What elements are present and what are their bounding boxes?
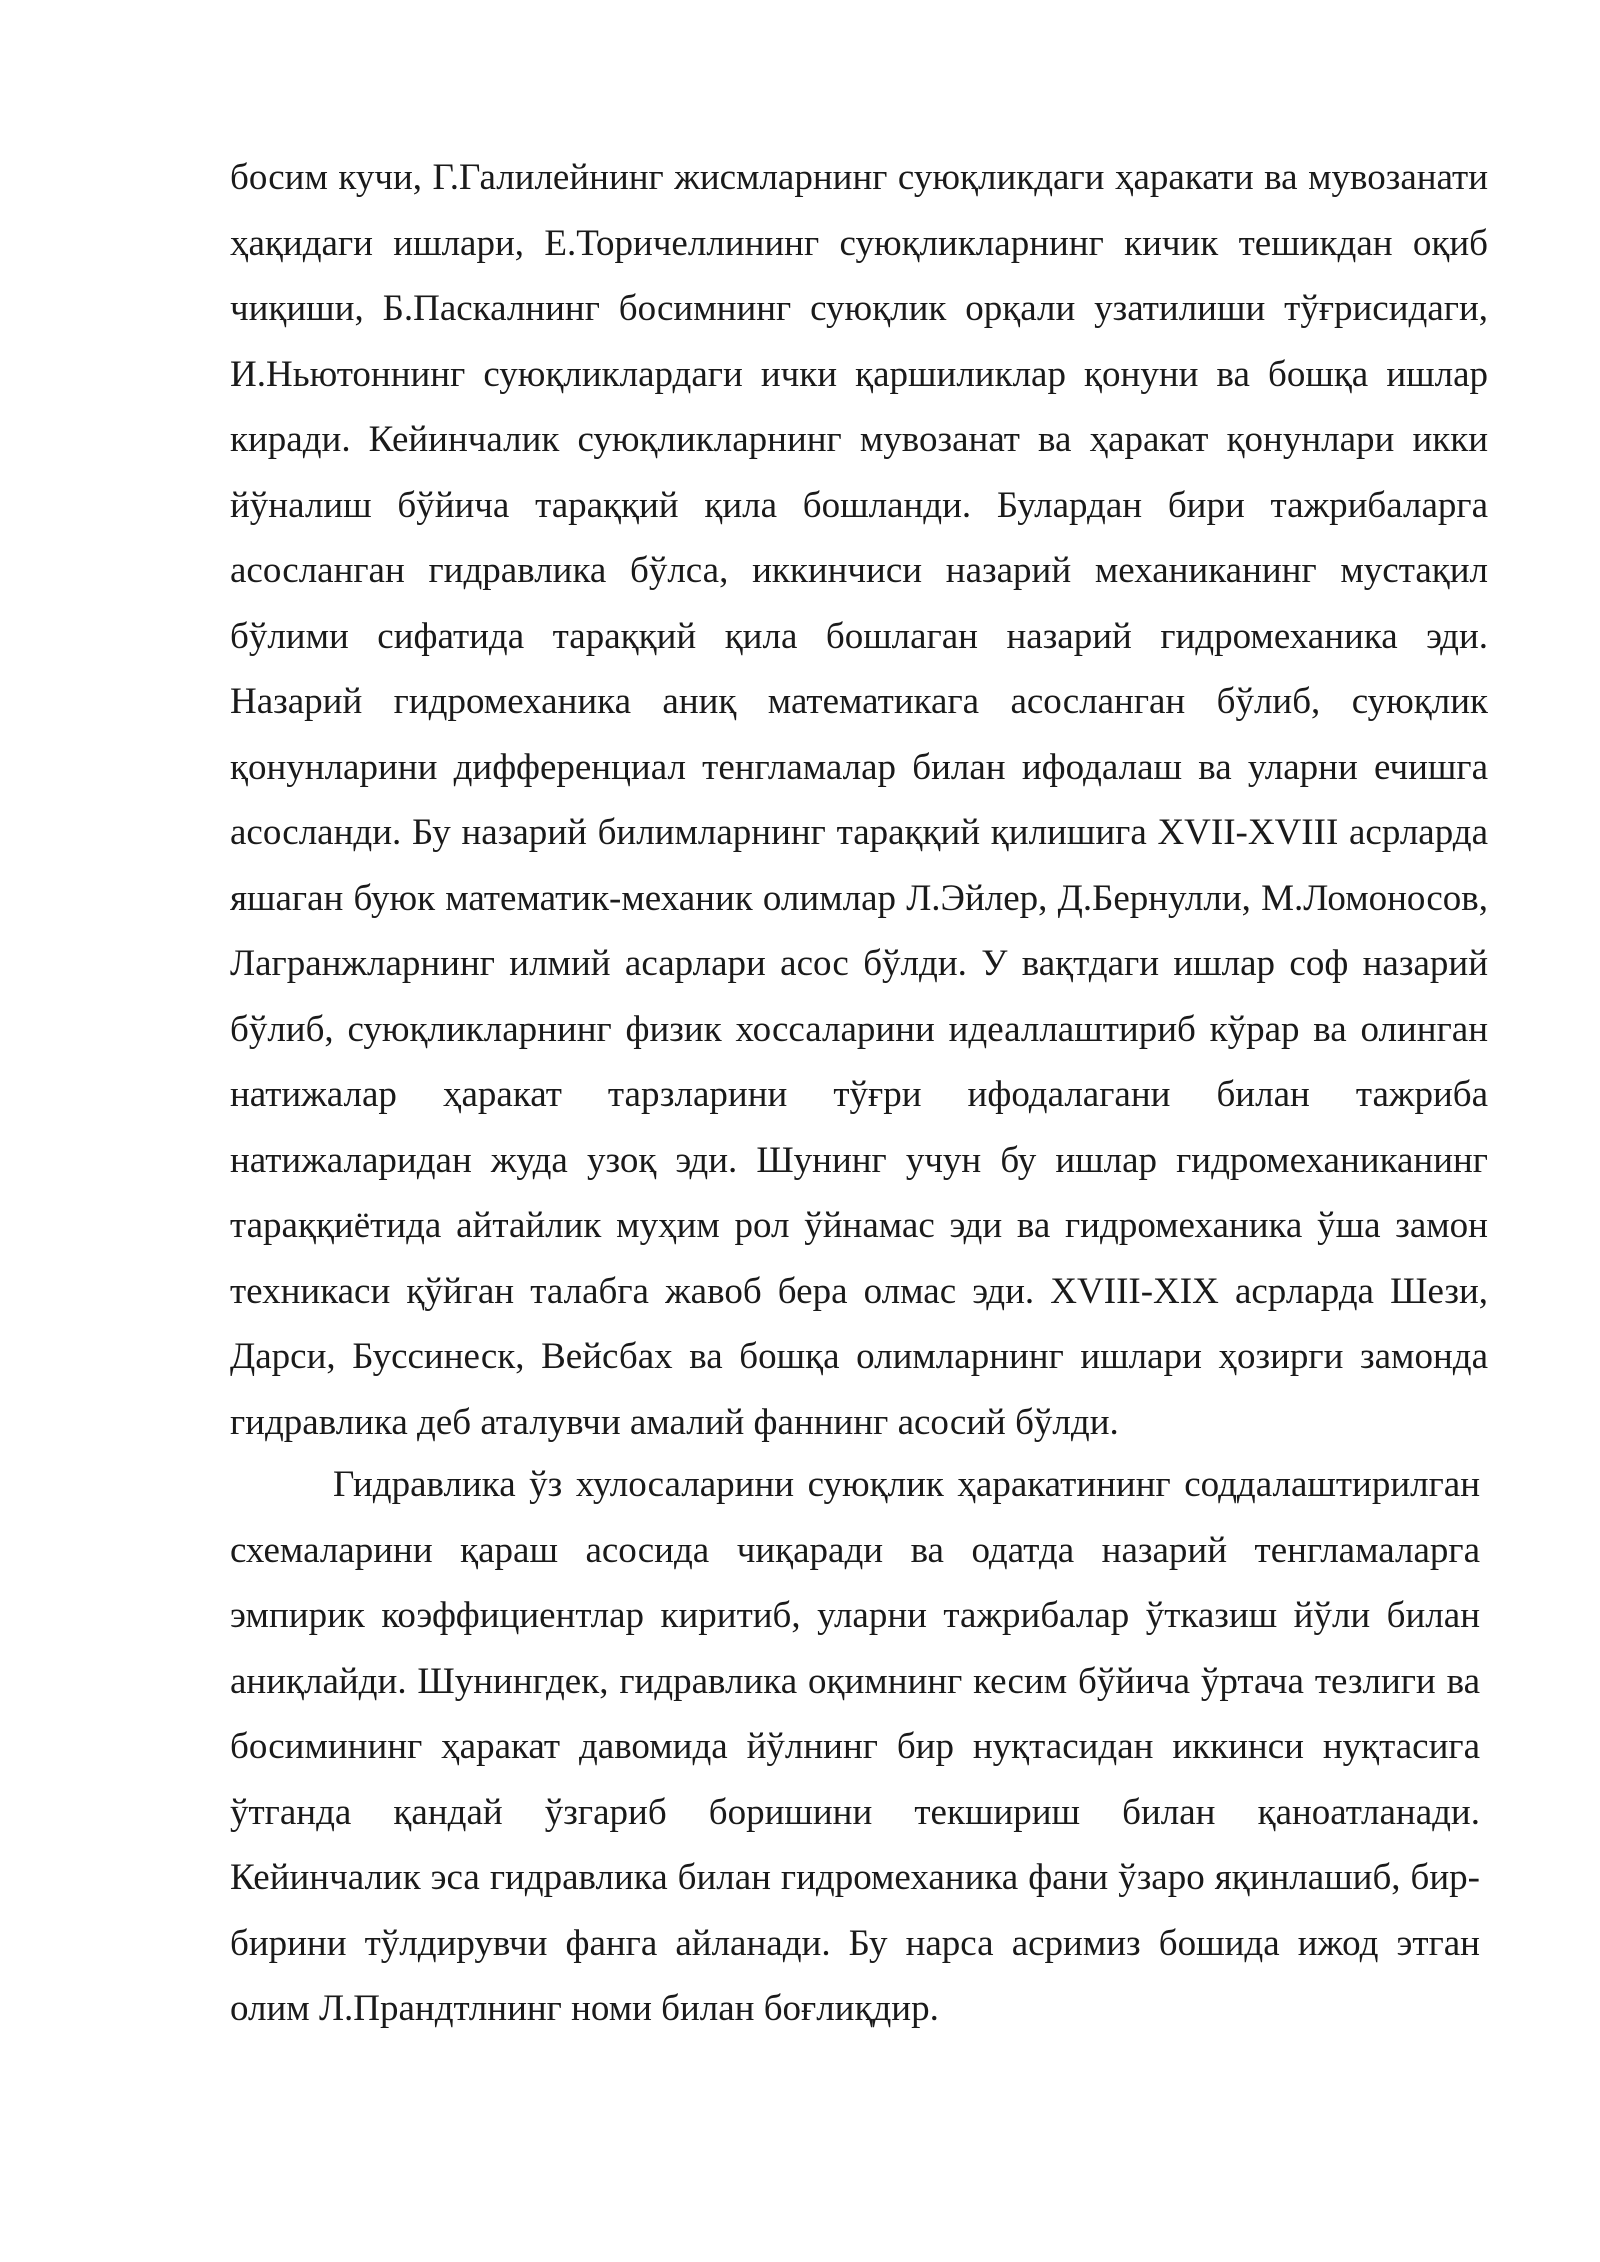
text-block-2 xyxy=(230,1452,1480,2042)
text-block-1 xyxy=(230,145,1488,1455)
paragraph-1: босим кучи, Г.Галилейнинг жисмларнинг суюқликдаги ҳаракати ва мувозанати ҳақидаги ишлари, Е.Торичеллининг суюқликларнинг кичик тешикдан оқиб чиқиши, Б.Паскалнинг босимнинг суюқлик орқали узатилиши тўғрисидаги, И.Ньютоннинг суюқликлардаги ички қаршиликлар қонуни ва бошқа ишлар киради. Кейинчалик суюқликларнинг мувозанат ва ҳаракат қонунлари икки йўналиш бўйича тараққий қила бошланди. Булардан бири тажрибаларга асосланган гидравлика бўлса, иккинчиси назарий механиканинг мустақил бўлими сифатида тараққий қила бошлаган назарий гидромеханика эди. Назарий гидромеханика аниқ математикага асосланган бўлиб, суюқлик қонунларини дифференциал тенгламалар билан ифодалаш ва уларни ечишга асосланди. Бу назарий билимларнинг тараққий қилишига XVII-XVIII асрларда яшаган буюк математик-механик олимлар Л.Эйлер, Д.Бернулли, М.Ломоносов, Лагранжларнинг илмий асарлари асос бўлди. У вақтдаги ишлар соф назарий бўлиб, суюқликларнинг физик хоссаларини идеаллаштириб кўрар ва олинган натижалар ҳаракат тарзларини тўғри ифодалагани билан тажриба натижаларидан жуда узоқ эди. Шунинг учун бу ишлар гидромеханиканинг тараққиётида айтайлик муҳим рол ўйнамас эди ва гидромеханика ўша замон техникаси қўйган талабга жавоб бера олмас эди. XVIII-XIX асрларда Шези, Дарси, Буссинеск, Вейсбах ва бошқа олимларнинг ишлари ҳозирги замонда гидравлика деб аталувчи амалий фаннинг асосий бўлди. xyxy=(230,157,1488,1443)
paragraph-2: Гидравлика ўз хулосаларини суюқлик ҳаракатининг соддалаштирилган схемаларини қараш асосида чиқаради ва одатда назарий тенгламаларга эмпирик коэффициентлар киритиб, уларни тажрибалар ўтказиш йўли билан аниқлайди. Шунингдек, гидравлика оқимнинг кесим бўйича ўртача тезлиги ва босимининг ҳаракат давомида йўлнинг бир нуқтасидан иккинси нуқтасига ўтганда қандай ўзгариб боришини текшириш билан қаноатланади. Кейинчалик эса гидравлика билан гидромеханика фани ўзаро яқинлашиб, бир-бирини тўлдирувчи фанга айланади. Бу нарса асримиз бошида ижод этган олим Л.Прандтлнинг номи билан боғлиқдир. xyxy=(230,1464,1480,2029)
